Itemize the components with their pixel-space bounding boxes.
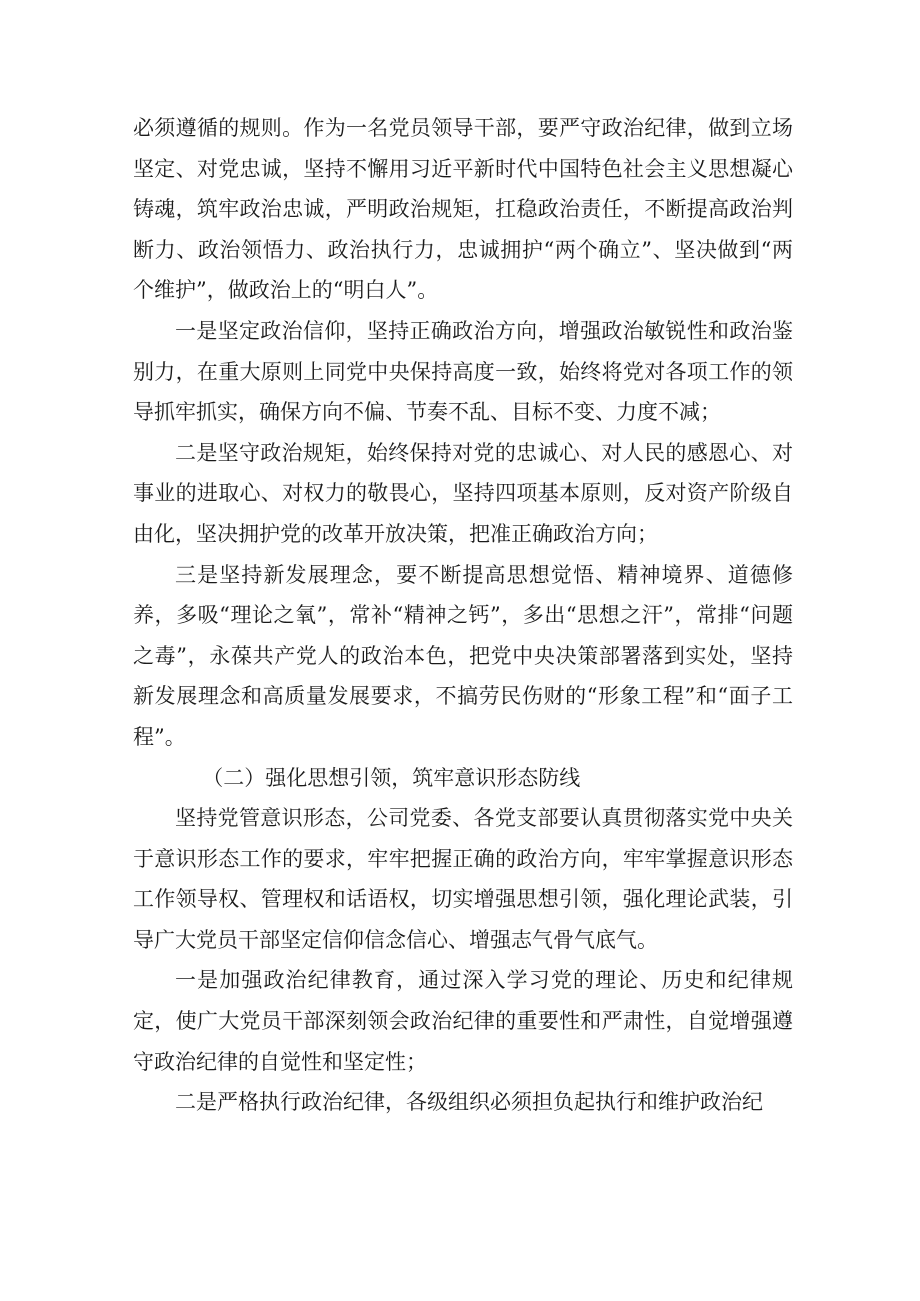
paragraph-point-two: 二是坚守政治规矩，始终保持对党的忠诚心、对人民的感恩心、对事业的进取心、对权力的敬畏心，坚持四项基本原则，反对资产阶级自由化，坚决拥护党的改革开放决策，把准正确政治方向； (133, 440, 793, 546)
paragraph-enforcement-point: 二是严格执行政治纪律，各级组织必须担负起执行和维护政治纪 (175, 1090, 763, 1115)
paragraph-section-intro: 坚持党管意识形态，公司党委、各党支部要认真贯彻落实党中央关于意识形态工作的要求，牢牢把握正确的政治方向，牢牢掌握意识形态工作领导权、管理权和话语权，切实增强思想引领，强化理论武装，引导广大党员干部坚定信仰信念信心、增强志气骨气底气。 (133, 806, 793, 952)
paragraph-continuation: 必须遵循的规则。作为一名党员领导干部，要严守政治纪律，做到立场坚定、对党忠诚，坚持不懈用习近平新时代中国特色社会主义思想凝心铸魂，筑牢政治忠诚，严明政治规矩，扛稳政治责任，不断提高政治判断力、政治领悟力、政治执行力，忠诚拥护“两个确立”、坚决做到“两个维护”，做政治上的“明白人”。 (133, 116, 793, 303)
document-body (133, 108, 793, 1123)
section-heading: （二）强化思想引领，筑牢意识形态防线 (202, 765, 581, 790)
paragraph-education-point: 一是加强政治纪律教育，通过深入学习党的理论、历史和纪律规定，使广大党员干部深刻领会政治纪律的重要性和严肃性，自觉增强遵守政治纪律的自觉性和坚定性； (133, 968, 793, 1074)
paragraph-point-one: 一是坚定政治信仰，坚持正确政治方向，增强政治敏锐性和政治鉴别力，在重大原则上同党中央保持高度一致，始终将党对各项工作的领导抓牢抓实，确保方向不偏、节奏不乱、目标不变、力度不减； (133, 318, 793, 425)
paragraph-point-three: 三是坚持新发展理念，要不断提高思想觉悟、精神境界、道德修养，多吸“理论之氧”，常补“精神之钙”，多出“思想之汗”，常排“问题之毒”，永葆共产党人的政治本色，把党中央决策部署落到实处，坚持新发展理念和高质量发展要求，不搞劳民伤财的“形象工程”和“面子工程”。 (133, 562, 793, 749)
